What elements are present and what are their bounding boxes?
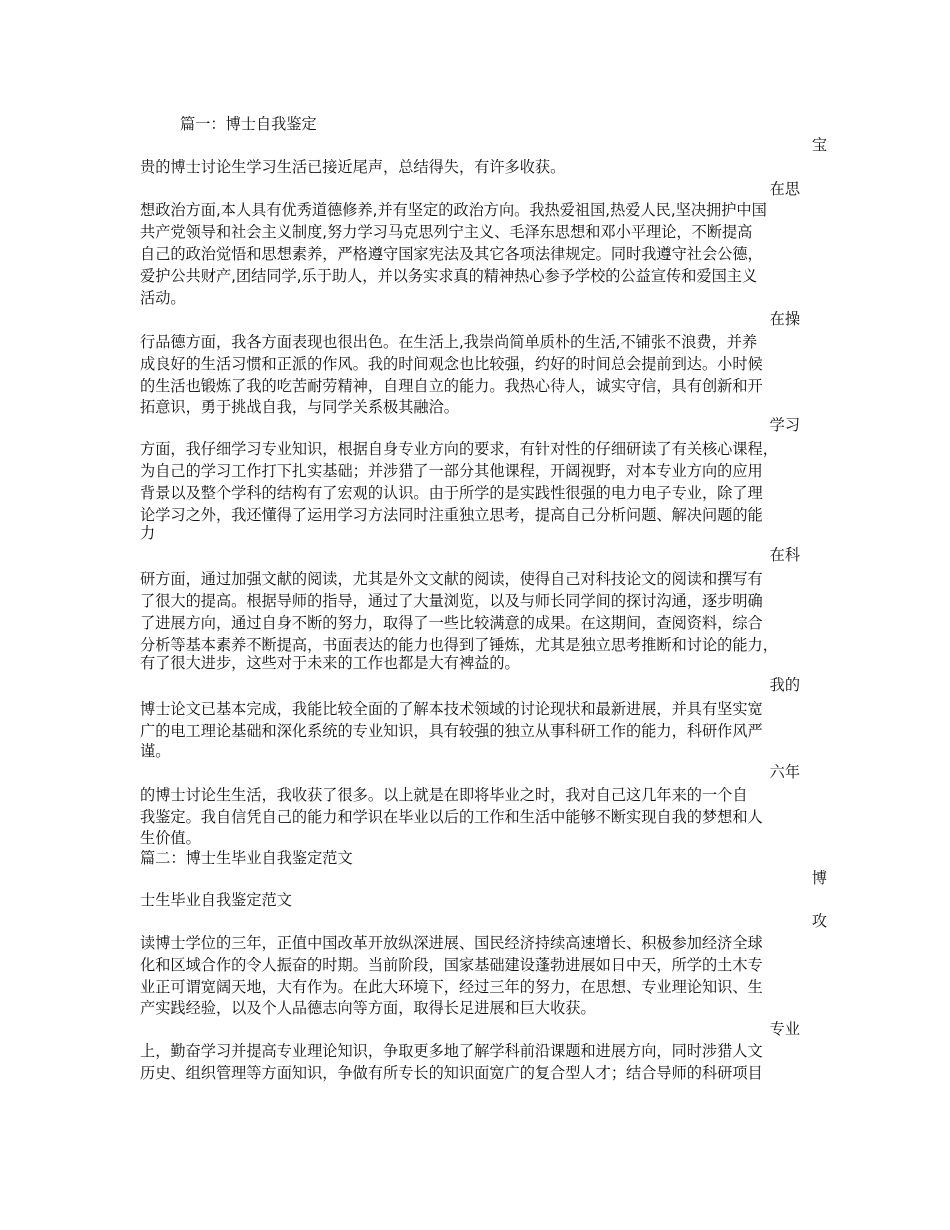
paragraph-line: 力 — [140, 524, 156, 542]
paragraph-line: 有了很大进步，这些对于未来的工作也都是大有裨益的。 — [140, 654, 520, 672]
paragraph-line: 业正可谓宽阔天地，大有作为。在此大环境下，经过三年的努力，在思想、专业理论知识、生 — [140, 978, 763, 996]
paragraph-line: 为自己的学习工作打下扎实基础；并涉猎了一部分其他课程，开阔视野，对本专业方向的应用 — [140, 462, 763, 480]
paragraph-line: 的生活也锻炼了我的吃苦耐劳精神，自理自立的能力。我热心待人，诚实守信，具有创新和开 — [140, 377, 763, 395]
paragraph-line: 论学习之外，我还懂得了运用学习方法同时注重独立思考，提高自己分析问题、解决问题的能 — [140, 506, 763, 524]
paragraph-line: 上，勤奋学习并提高专业理论知识，争取更多地了解学科前沿课题和进展方向，同时涉猎人文 — [140, 1042, 763, 1060]
paragraph-lead: 博 — [811, 869, 827, 887]
paragraph-line: 行品德方面，我各方面表现也很出色。在生活上,我崇尚简单质朴的生活,不铺张不浪费，并养 — [140, 333, 758, 351]
paragraph-line: 产实践经验，以及个人品德志向等方面，取得长足进展和巨大收获。 — [140, 999, 596, 1017]
paragraph-lead: 专业 — [769, 1020, 800, 1038]
paragraph-line: 分析等基本素养不断提高，书面表达的能力也得到了锤炼，尤其是独立思考推断和讨论的能力， — [140, 636, 778, 654]
paragraph-line: 研方面，通过加强文献的阅读，尤其是外文文献的阅读，使得自己对科技论文的阅读和撰写有 — [140, 570, 763, 588]
paragraph-line: 了很大的提高。根据导师的指导，通过了大量浏览，以及与师长同学间的探讨沟通，逐步明确 — [140, 592, 763, 610]
paragraph-line: 方面，我仔细学习专业知识，根据自身专业方向的要求，有针对性的仔细研读了有关核心课程， — [140, 440, 778, 458]
paragraph-line: 贵的博士讨论生学习生活已接近尾声，总结得失，有许多收获。 — [140, 158, 566, 176]
paragraph-line: 成良好的生活习惯和正派的作风。我的时间观念也比较强，约好的时间总会提前到达。小时候 — [140, 355, 763, 373]
paragraph-line: 了进展方向，通过自身不断的努力，取得了一些比较满意的成果。在这期间，查阅资料，综合 — [140, 614, 763, 632]
section-heading: 篇一：博士自我鉴定 — [180, 115, 317, 133]
paragraph-lead: 学习 — [769, 416, 800, 434]
paragraph-line: 化和区域合作的令人振奋的时期。当前阶段，国家基础建设蓬勃进展如日中天，所学的土木专 — [140, 956, 763, 974]
paragraph-line: 爱护公共财产,团结同学,乐于助人，并以务实求真的精神热心参予学校的公益宣传和爱国主义 — [140, 267, 758, 285]
paragraph-line: 拓意识，勇于挑战自我，与同学关系极其融洽。 — [140, 398, 459, 416]
paragraph-lead: 在科 — [769, 546, 800, 564]
paragraph-lead: 宝 — [811, 136, 827, 154]
paragraph-line: 生价值。 — [140, 829, 201, 847]
paragraph-line: 活动。 — [140, 289, 186, 307]
paragraph-line: 自己的政治觉悟和思想素养，严格遵守国家宪法及其它各项法律规定。同时我遵守社会公德， — [140, 245, 763, 263]
paragraph-lead: 攻 — [811, 912, 827, 930]
paragraph-line: 谨。 — [140, 742, 171, 760]
paragraph-line: 的博士讨论生生活，我收获了很多。以上就是在即将毕业之时，我对自己这几年来的一个自 — [140, 786, 748, 804]
paragraph-line: 背景以及整个学科的结构有了宏观的认识。由于所学的是实践性很强的电力电子专业，除了理 — [140, 484, 763, 502]
paragraph-line: 读博士学位的三年，正值中国改革开放纵深进展、国民经济持续高速增长、积极参加经济全球 — [140, 934, 763, 952]
paragraph-line: 广的电工理论基础和深化系统的专业知识，具有较强的独立从事科研工作的能力，科研作风严 — [140, 722, 763, 740]
paragraph-lead: 我的 — [769, 676, 800, 694]
section-heading: 篇二：博士生毕业自我鉴定范文 — [140, 849, 353, 867]
paragraph-lead: 在操 — [769, 310, 800, 328]
paragraph-line: 士生毕业自我鉴定范文 — [140, 891, 292, 909]
paragraph-line: 想政治方面,本人具有优秀道德修养,并有坚定的政治方向。我热爱祖国,热爱人民,坚决拥护中国 — [140, 201, 767, 219]
paragraph-line: 共产党领导和社会主义制度,努力学习马克思列宁主义、毛泽东思想和邓小平理论，不断提高 — [140, 223, 753, 241]
paragraph-lead: 在思 — [769, 180, 800, 198]
paragraph-line: 我鉴定。我自信凭自己的能力和学识在毕业以后的工作和生活中能够不断实现自我的梦想和人 — [140, 808, 763, 826]
paragraph-line: 历史、组织管理等方面知识，争做有所专长的知识面宽广的复合型人才；结合导师的科研项目 — [140, 1064, 763, 1082]
paragraph-line: 博士论文已基本完成，我能比较全面的了解本技术领域的讨论现状和最新进展，并具有坚实宽 — [140, 700, 763, 718]
paragraph-lead: 六年 — [769, 763, 800, 781]
